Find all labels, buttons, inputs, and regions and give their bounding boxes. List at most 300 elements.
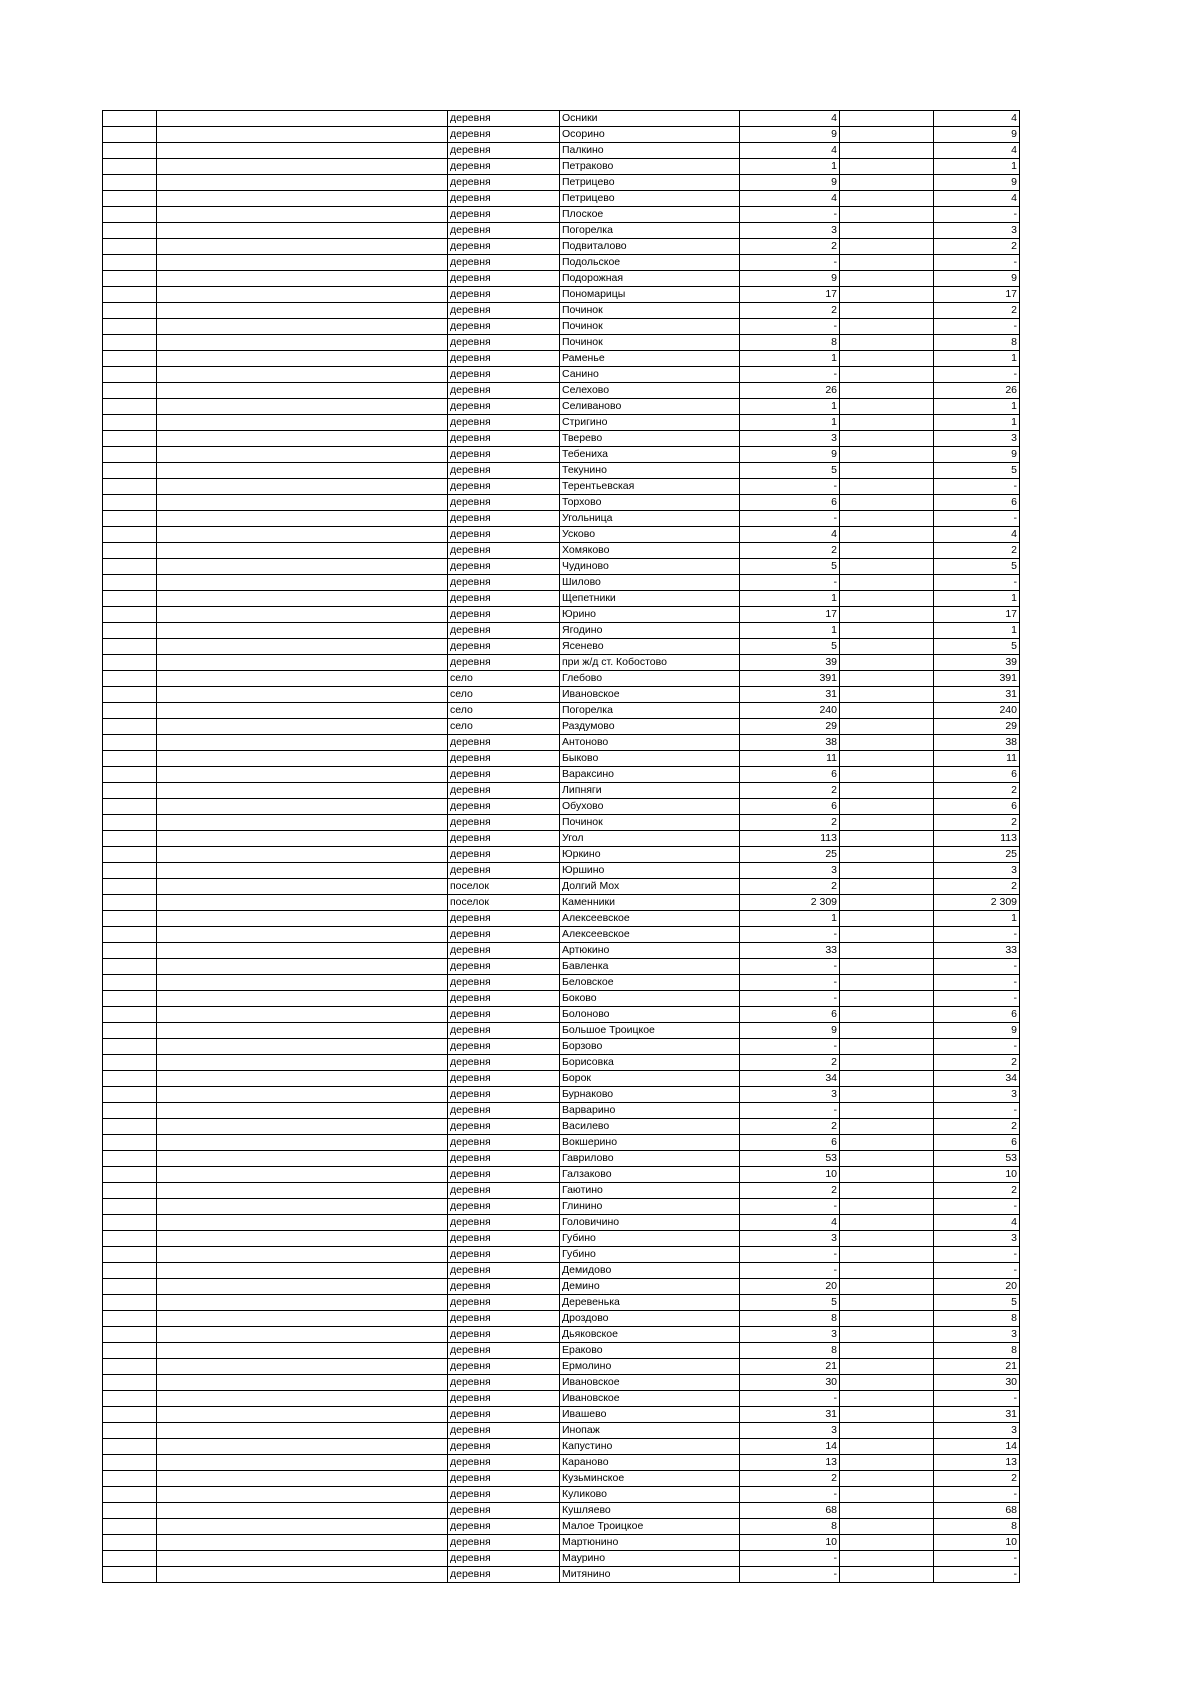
settlement-name-cell: Ивановское xyxy=(560,1391,740,1407)
population-total-cell: 1 xyxy=(740,351,840,367)
settlement-name-cell: Болоново xyxy=(560,1007,740,1023)
settlement-name-cell: Гаврилово xyxy=(560,1151,740,1167)
empty-cell xyxy=(103,335,157,351)
table-row xyxy=(103,671,1020,687)
population-urban-cell: 391 xyxy=(934,671,1020,687)
population-total-cell: 1 xyxy=(740,399,840,415)
population-total-cell: 11 xyxy=(740,751,840,767)
empty-cell xyxy=(103,895,157,911)
population-total-cell: 2 xyxy=(740,815,840,831)
empty-cell xyxy=(840,655,934,671)
empty-cell xyxy=(157,943,448,959)
empty-cell xyxy=(840,1183,934,1199)
settlement-type-cell: деревня xyxy=(448,1375,560,1391)
empty-cell xyxy=(157,1167,448,1183)
table-row xyxy=(103,431,1020,447)
settlement-name-cell: Головичино xyxy=(560,1215,740,1231)
empty-cell xyxy=(840,623,934,639)
empty-cell xyxy=(157,479,448,495)
population-urban-cell: - xyxy=(934,975,1020,991)
settlement-type-cell: деревня xyxy=(448,1423,560,1439)
empty-cell xyxy=(157,1359,448,1375)
empty-cell xyxy=(157,543,448,559)
empty-cell xyxy=(840,1359,934,1375)
population-total-cell: 4 xyxy=(740,1215,840,1231)
table-row xyxy=(103,223,1020,239)
population-urban-cell: 39 xyxy=(934,655,1020,671)
population-urban-cell: 11 xyxy=(934,751,1020,767)
population-total-cell: 5 xyxy=(740,639,840,655)
empty-cell xyxy=(840,1471,934,1487)
population-total-cell: - xyxy=(740,927,840,943)
settlement-name-cell: Подорожная xyxy=(560,271,740,287)
settlement-name-cell: Тебениха xyxy=(560,447,740,463)
empty-cell xyxy=(103,575,157,591)
settlement-type-cell: деревня xyxy=(448,1151,560,1167)
settlement-type-cell: деревня xyxy=(448,1343,560,1359)
empty-cell xyxy=(157,287,448,303)
settlement-type-cell: деревня xyxy=(448,1535,560,1551)
settlement-type-cell: деревня xyxy=(448,1199,560,1215)
settlement-type-cell: поселок xyxy=(448,879,560,895)
population-urban-cell: 2 xyxy=(934,1119,1020,1135)
empty-cell xyxy=(840,847,934,863)
population-total-cell: - xyxy=(740,511,840,527)
population-total-cell: 31 xyxy=(740,687,840,703)
settlement-name-cell: Ермолино xyxy=(560,1359,740,1375)
empty-cell xyxy=(840,111,934,127)
population-total-cell: 4 xyxy=(740,111,840,127)
settlement-type-cell: село xyxy=(448,671,560,687)
settlement-name-cell: Ягодино xyxy=(560,623,740,639)
table-row xyxy=(103,415,1020,431)
settlement-type-cell: деревня xyxy=(448,127,560,143)
population-total-cell: 2 xyxy=(740,783,840,799)
population-total-cell: - xyxy=(740,1263,840,1279)
settlement-type-cell: деревня xyxy=(448,431,560,447)
settlement-name-cell: Алексеевское xyxy=(560,911,740,927)
population-urban-cell: 6 xyxy=(934,799,1020,815)
population-urban-cell: 2 xyxy=(934,1055,1020,1071)
empty-cell xyxy=(103,287,157,303)
settlement-type-cell: деревня xyxy=(448,1519,560,1535)
empty-cell xyxy=(157,767,448,783)
empty-cell xyxy=(840,911,934,927)
empty-cell xyxy=(157,447,448,463)
empty-cell xyxy=(103,735,157,751)
settlement-type-cell: деревня xyxy=(448,575,560,591)
population-total-cell: 5 xyxy=(740,559,840,575)
table-row xyxy=(103,863,1020,879)
population-urban-cell: 6 xyxy=(934,1135,1020,1151)
empty-cell xyxy=(103,271,157,287)
empty-cell xyxy=(840,671,934,687)
population-urban-cell: 5 xyxy=(934,639,1020,655)
population-total-cell: 31 xyxy=(740,1407,840,1423)
population-total-cell: 1 xyxy=(740,591,840,607)
empty-cell xyxy=(157,783,448,799)
settlement-type-cell: деревня xyxy=(448,1103,560,1119)
settlement-type-cell: деревня xyxy=(448,1359,560,1375)
settlement-name-cell: Юршино xyxy=(560,863,740,879)
table-row xyxy=(103,207,1020,223)
table-row xyxy=(103,1135,1020,1151)
table-row xyxy=(103,351,1020,367)
population-urban-cell: - xyxy=(934,1391,1020,1407)
empty-cell xyxy=(840,1391,934,1407)
settlement-type-cell: деревня xyxy=(448,271,560,287)
settlement-type-cell: деревня xyxy=(448,447,560,463)
population-total-cell: - xyxy=(740,991,840,1007)
settlement-type-cell: деревня xyxy=(448,1567,560,1583)
table-row xyxy=(103,319,1020,335)
settlement-name-cell: Ераково xyxy=(560,1343,740,1359)
empty-cell xyxy=(840,863,934,879)
table-row xyxy=(103,1199,1020,1215)
population-urban-cell: 31 xyxy=(934,1407,1020,1423)
table-row xyxy=(103,1071,1020,1087)
population-urban-cell: 9 xyxy=(934,271,1020,287)
empty-cell xyxy=(840,319,934,335)
empty-cell xyxy=(840,207,934,223)
settlement-name-cell: Починок xyxy=(560,335,740,351)
empty-cell xyxy=(103,799,157,815)
settlement-type-cell: деревня xyxy=(448,1087,560,1103)
empty-cell xyxy=(840,831,934,847)
empty-cell xyxy=(157,911,448,927)
population-total-cell: 1 xyxy=(740,623,840,639)
population-urban-cell: - xyxy=(934,991,1020,1007)
empty-cell xyxy=(103,655,157,671)
empty-cell xyxy=(157,223,448,239)
empty-cell xyxy=(157,959,448,975)
table-row xyxy=(103,1023,1020,1039)
population-urban-cell: 34 xyxy=(934,1071,1020,1087)
settlement-type-cell: деревня xyxy=(448,223,560,239)
empty-cell xyxy=(103,1279,157,1295)
population-total-cell: 3 xyxy=(740,223,840,239)
settlement-type-cell: деревня xyxy=(448,1407,560,1423)
empty-cell xyxy=(157,1407,448,1423)
empty-cell xyxy=(157,1087,448,1103)
settlement-name-cell: Демино xyxy=(560,1279,740,1295)
empty-cell xyxy=(103,831,157,847)
population-urban-cell: 2 309 xyxy=(934,895,1020,911)
settlement-name-cell: Ясенево xyxy=(560,639,740,655)
empty-cell xyxy=(103,255,157,271)
empty-cell xyxy=(103,991,157,1007)
empty-cell xyxy=(840,575,934,591)
settlement-type-cell: деревня xyxy=(448,911,560,927)
empty-cell xyxy=(840,511,934,527)
empty-cell xyxy=(103,399,157,415)
empty-cell xyxy=(103,783,157,799)
empty-cell xyxy=(840,367,934,383)
empty-cell xyxy=(157,607,448,623)
population-total-cell: 68 xyxy=(740,1503,840,1519)
population-urban-cell: 3 xyxy=(934,1231,1020,1247)
empty-cell xyxy=(840,543,934,559)
empty-cell xyxy=(103,1183,157,1199)
empty-cell xyxy=(103,1311,157,1327)
settlement-name-cell: Чудиново xyxy=(560,559,740,575)
population-urban-cell: 29 xyxy=(934,719,1020,735)
settlement-name-cell: Вараксино xyxy=(560,767,740,783)
table-row xyxy=(103,991,1020,1007)
settlement-name-cell: Петраково xyxy=(560,159,740,175)
empty-cell xyxy=(103,207,157,223)
empty-cell xyxy=(157,207,448,223)
empty-cell xyxy=(840,1295,934,1311)
settlement-name-cell: Кушляево xyxy=(560,1503,740,1519)
settlement-type-cell: деревня xyxy=(448,639,560,655)
population-urban-cell: 17 xyxy=(934,287,1020,303)
population-total-cell: 2 309 xyxy=(740,895,840,911)
settlement-name-cell: Починок xyxy=(560,815,740,831)
settlement-type-cell: деревня xyxy=(448,1263,560,1279)
empty-cell xyxy=(157,1487,448,1503)
settlement-type-cell: деревня xyxy=(448,751,560,767)
settlement-type-cell: деревня xyxy=(448,1327,560,1343)
empty-cell xyxy=(103,1119,157,1135)
population-urban-cell: 2 xyxy=(934,543,1020,559)
settlement-type-cell: деревня xyxy=(448,1007,560,1023)
empty-cell xyxy=(103,767,157,783)
empty-cell xyxy=(840,1023,934,1039)
empty-cell xyxy=(103,1487,157,1503)
settlement-name-cell: при ж/д ст. Кобостово xyxy=(560,655,740,671)
empty-cell xyxy=(103,751,157,767)
empty-cell xyxy=(103,351,157,367)
empty-cell xyxy=(157,591,448,607)
population-urban-cell: 5 xyxy=(934,1295,1020,1311)
population-urban-cell: 26 xyxy=(934,383,1020,399)
table-row xyxy=(103,1215,1020,1231)
population-urban-cell: - xyxy=(934,479,1020,495)
empty-cell xyxy=(840,431,934,447)
empty-cell xyxy=(840,239,934,255)
settlement-name-cell: Вокшерино xyxy=(560,1135,740,1151)
empty-cell xyxy=(157,351,448,367)
empty-cell xyxy=(103,1359,157,1375)
population-urban-cell: 1 xyxy=(934,911,1020,927)
empty-cell xyxy=(103,415,157,431)
empty-cell xyxy=(840,639,934,655)
population-total-cell: 4 xyxy=(740,143,840,159)
population-urban-cell: 14 xyxy=(934,1439,1020,1455)
empty-cell xyxy=(840,159,934,175)
settlement-name-cell: Борок xyxy=(560,1071,740,1087)
population-urban-cell: 3 xyxy=(934,1327,1020,1343)
settlement-type-cell: деревня xyxy=(448,511,560,527)
settlement-type-cell: село xyxy=(448,703,560,719)
empty-cell xyxy=(103,383,157,399)
empty-cell xyxy=(157,1535,448,1551)
empty-cell xyxy=(157,143,448,159)
table-row xyxy=(103,1055,1020,1071)
table-row xyxy=(103,143,1020,159)
empty-cell xyxy=(157,1439,448,1455)
settlement-type-cell: деревня xyxy=(448,1023,560,1039)
settlement-name-cell: Губино xyxy=(560,1231,740,1247)
settlement-name-cell: Обухово xyxy=(560,799,740,815)
population-total-cell: 33 xyxy=(740,943,840,959)
settlement-type-cell: деревня xyxy=(448,1071,560,1087)
empty-cell xyxy=(103,1439,157,1455)
settlement-type-cell: деревня xyxy=(448,255,560,271)
empty-cell xyxy=(103,1391,157,1407)
empty-cell xyxy=(840,879,934,895)
settlement-name-cell: Петрицево xyxy=(560,175,740,191)
population-total-cell: 6 xyxy=(740,799,840,815)
population-total-cell: 3 xyxy=(740,1423,840,1439)
settlement-type-cell: деревня xyxy=(448,783,560,799)
empty-cell xyxy=(103,447,157,463)
empty-cell xyxy=(103,687,157,703)
population-urban-cell: 3 xyxy=(934,431,1020,447)
population-total-cell: 4 xyxy=(740,527,840,543)
settlement-name-cell: Глинино xyxy=(560,1199,740,1215)
empty-cell xyxy=(103,1503,157,1519)
table-row xyxy=(103,943,1020,959)
empty-cell xyxy=(103,367,157,383)
table-row xyxy=(103,479,1020,495)
population-urban-cell: 9 xyxy=(934,1023,1020,1039)
empty-cell xyxy=(157,1215,448,1231)
empty-cell xyxy=(157,1247,448,1263)
settlement-name-cell: Инопаж xyxy=(560,1423,740,1439)
table-row xyxy=(103,879,1020,895)
population-total-cell: 6 xyxy=(740,767,840,783)
empty-cell xyxy=(103,1087,157,1103)
table-row xyxy=(103,1535,1020,1551)
settlement-type-cell: деревня xyxy=(448,543,560,559)
empty-cell xyxy=(103,719,157,735)
empty-cell xyxy=(840,143,934,159)
settlement-name-cell: Ивановское xyxy=(560,1375,740,1391)
settlement-type-cell: деревня xyxy=(448,175,560,191)
empty-cell xyxy=(157,1119,448,1135)
population-total-cell: - xyxy=(740,367,840,383)
empty-cell xyxy=(157,1023,448,1039)
settlement-type-cell: деревня xyxy=(448,1215,560,1231)
settlement-type-cell: деревня xyxy=(448,287,560,303)
settlement-type-cell: деревня xyxy=(448,815,560,831)
table-row xyxy=(103,1295,1020,1311)
empty-cell xyxy=(103,591,157,607)
settlement-type-cell: деревня xyxy=(448,943,560,959)
settlement-type-cell: деревня xyxy=(448,527,560,543)
empty-cell xyxy=(103,639,157,655)
empty-cell xyxy=(103,1375,157,1391)
empty-cell xyxy=(157,1423,448,1439)
settlement-name-cell: Каменники xyxy=(560,895,740,911)
table-row xyxy=(103,543,1020,559)
table-row xyxy=(103,655,1020,671)
empty-cell xyxy=(103,1455,157,1471)
settlement-type-cell: деревня xyxy=(448,735,560,751)
empty-cell xyxy=(840,991,934,1007)
settlement-name-cell: Починок xyxy=(560,319,740,335)
population-total-cell: 6 xyxy=(740,495,840,511)
empty-cell xyxy=(157,719,448,735)
empty-cell xyxy=(103,175,157,191)
population-urban-cell: 1 xyxy=(934,351,1020,367)
empty-cell xyxy=(157,1183,448,1199)
population-urban-cell: - xyxy=(934,511,1020,527)
table-row xyxy=(103,1183,1020,1199)
empty-cell xyxy=(103,223,157,239)
table-row xyxy=(103,1519,1020,1535)
settlement-name-cell: Погорелка xyxy=(560,223,740,239)
settlement-type-cell: деревня xyxy=(448,607,560,623)
empty-cell xyxy=(103,847,157,863)
population-total-cell: - xyxy=(740,975,840,991)
empty-cell xyxy=(103,1343,157,1359)
population-urban-cell: - xyxy=(934,1039,1020,1055)
settlement-name-cell: Варварино xyxy=(560,1103,740,1119)
population-total-cell: 2 xyxy=(740,1055,840,1071)
empty-cell xyxy=(840,479,934,495)
empty-cell xyxy=(103,1199,157,1215)
empty-cell xyxy=(157,159,448,175)
empty-cell xyxy=(840,1007,934,1023)
table-row xyxy=(103,847,1020,863)
empty-cell xyxy=(157,1263,448,1279)
settlement-type-cell: деревня xyxy=(448,623,560,639)
settlement-type-cell: поселок xyxy=(448,895,560,911)
empty-cell xyxy=(840,1087,934,1103)
population-total-cell: 38 xyxy=(740,735,840,751)
empty-cell xyxy=(157,831,448,847)
settlement-name-cell: Дроздово xyxy=(560,1311,740,1327)
population-total-cell: - xyxy=(740,575,840,591)
empty-cell xyxy=(157,1519,448,1535)
table-row xyxy=(103,911,1020,927)
table-row xyxy=(103,1231,1020,1247)
table-body xyxy=(103,111,1020,1583)
table-row xyxy=(103,255,1020,271)
population-urban-cell: 13 xyxy=(934,1455,1020,1471)
settlement-name-cell: Кузьминское xyxy=(560,1471,740,1487)
settlement-name-cell: Быково xyxy=(560,751,740,767)
population-urban-cell: 6 xyxy=(934,767,1020,783)
table-row xyxy=(103,287,1020,303)
population-urban-cell: - xyxy=(934,1487,1020,1503)
empty-cell xyxy=(840,607,934,623)
settlement-name-cell: Капустино xyxy=(560,1439,740,1455)
empty-cell xyxy=(840,895,934,911)
empty-cell xyxy=(840,943,934,959)
population-total-cell: 391 xyxy=(740,671,840,687)
table-row xyxy=(103,687,1020,703)
empty-cell xyxy=(103,927,157,943)
empty-cell xyxy=(840,1135,934,1151)
empty-cell xyxy=(103,463,157,479)
table-row xyxy=(103,783,1020,799)
population-urban-cell: 4 xyxy=(934,1215,1020,1231)
empty-cell xyxy=(840,975,934,991)
population-urban-cell: 3 xyxy=(934,223,1020,239)
settlement-name-cell: Антоново xyxy=(560,735,740,751)
table-row xyxy=(103,735,1020,751)
settlement-type-cell: деревня xyxy=(448,1055,560,1071)
population-urban-cell: 2 xyxy=(934,1183,1020,1199)
table-row xyxy=(103,399,1020,415)
empty-cell xyxy=(157,319,448,335)
population-total-cell: 5 xyxy=(740,1295,840,1311)
empty-cell xyxy=(840,495,934,511)
